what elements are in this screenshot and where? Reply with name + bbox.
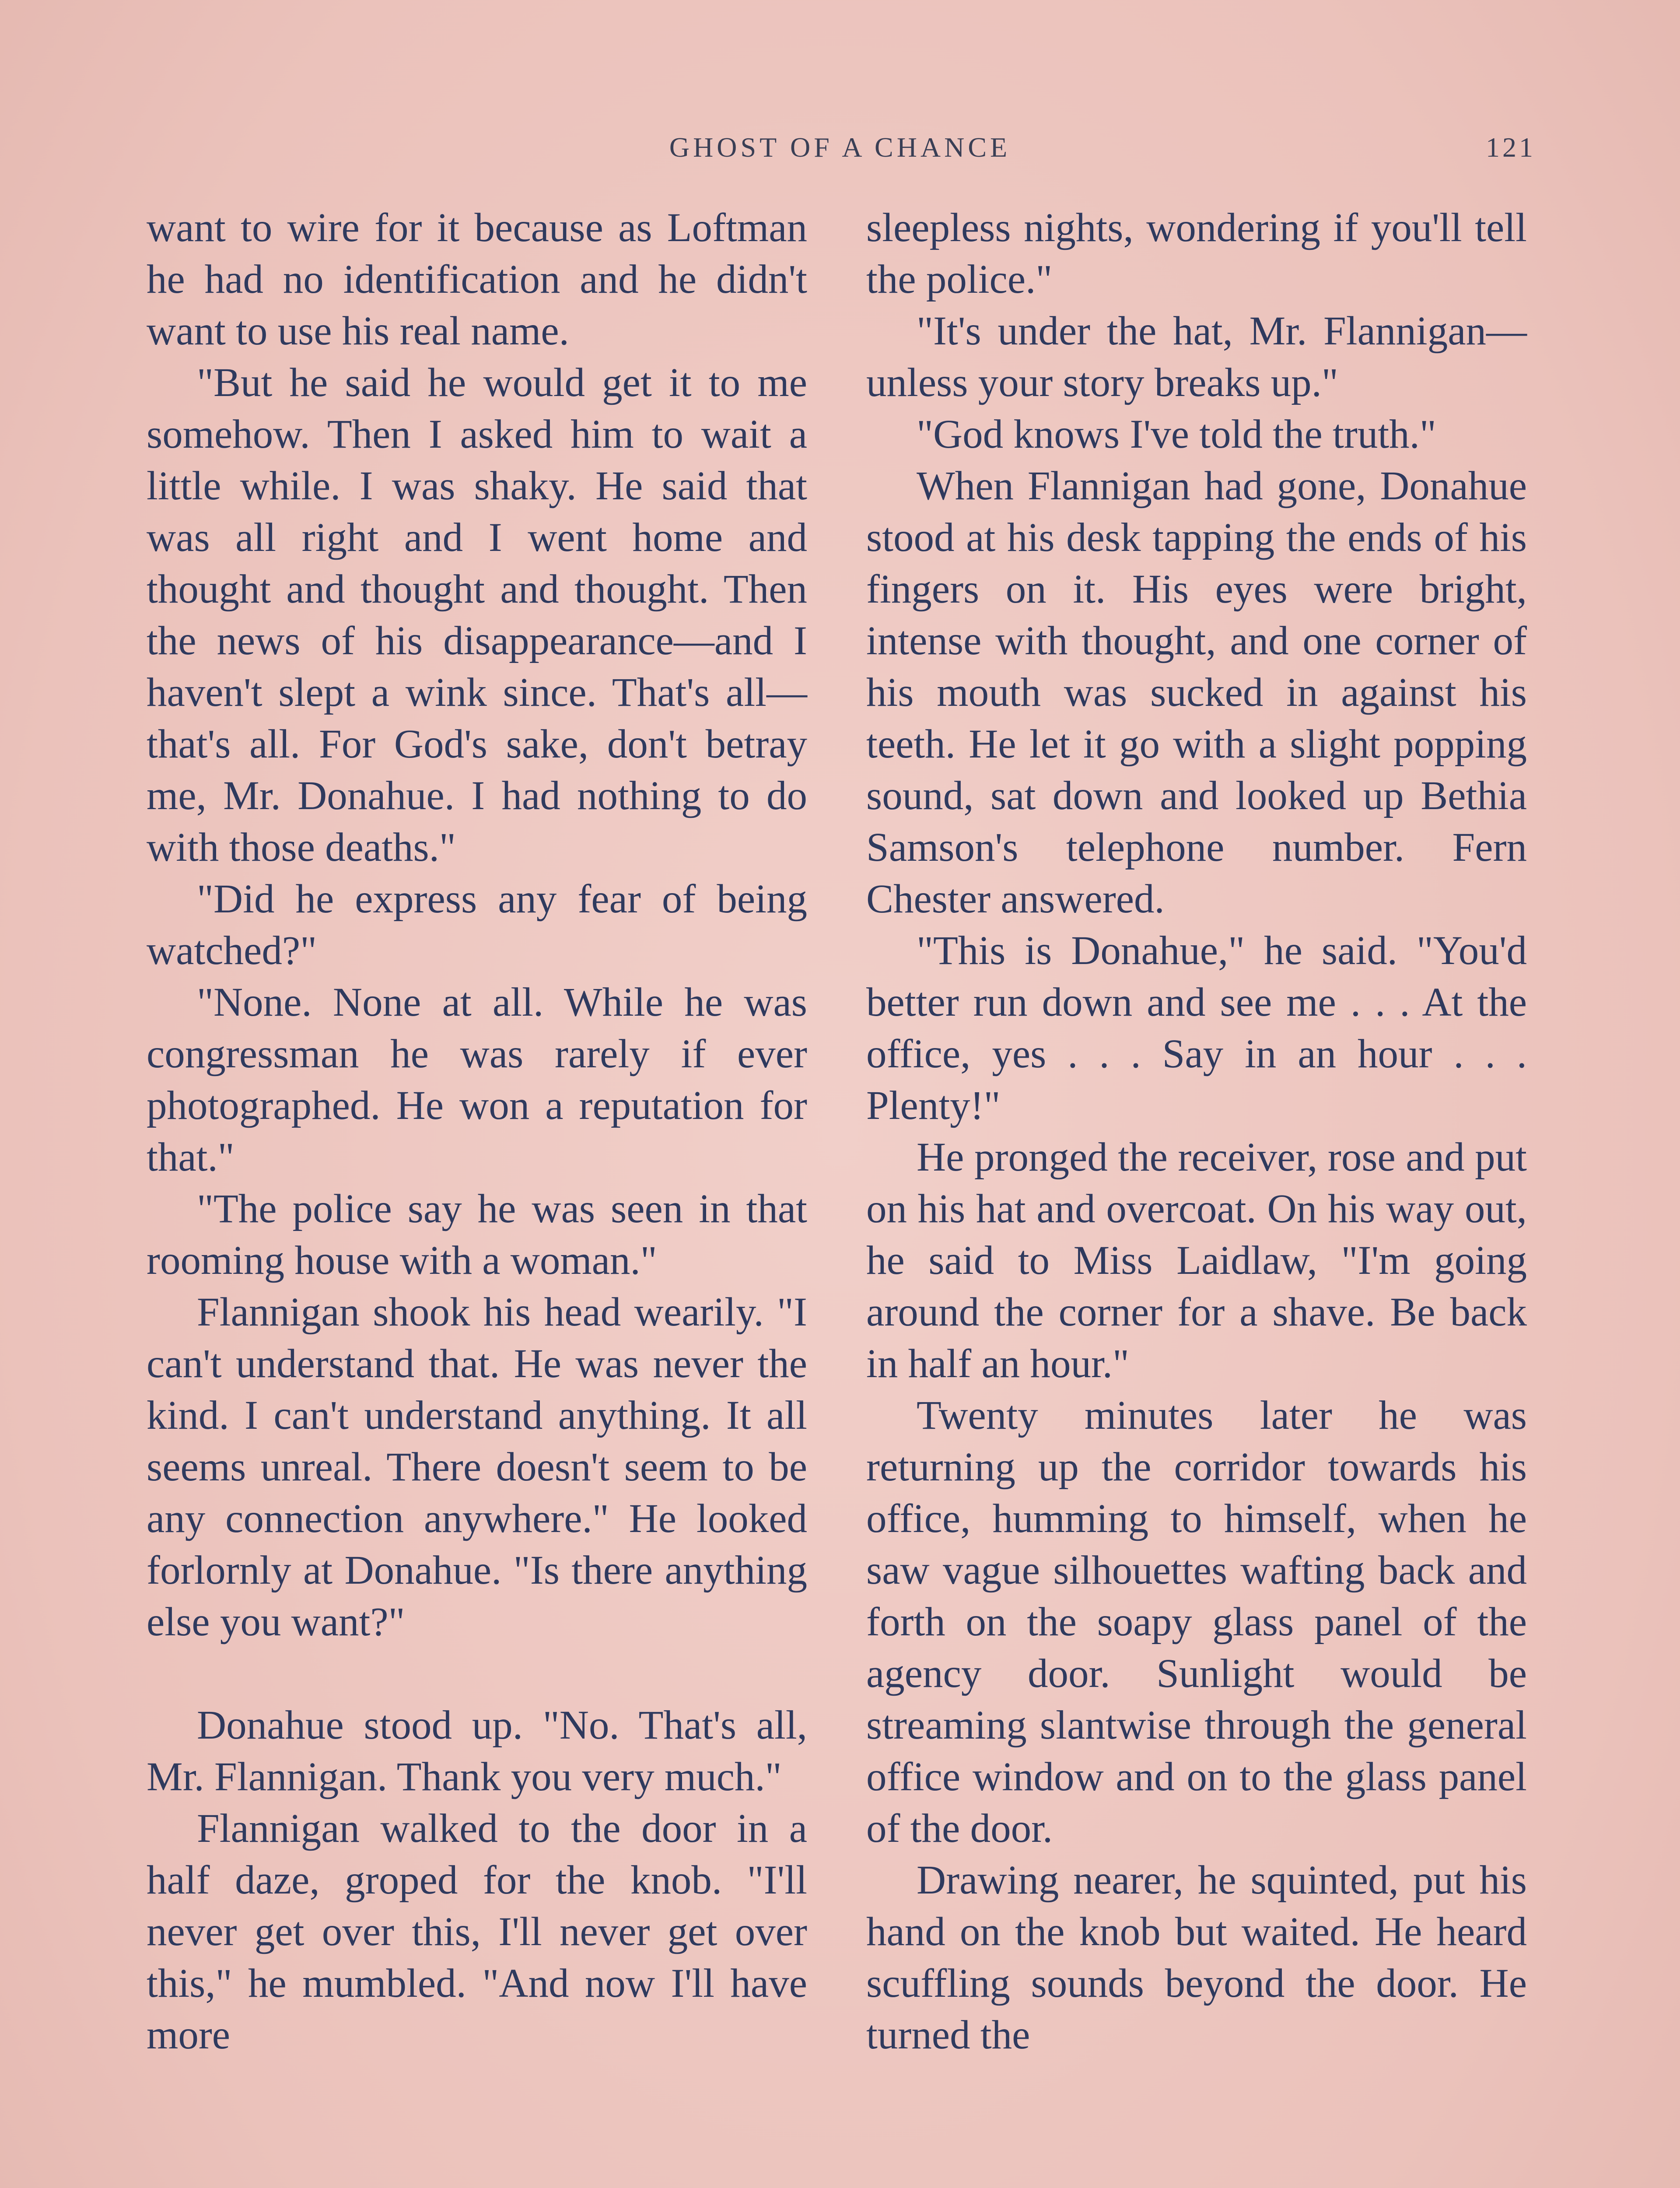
paragraph: When Flannigan had gone, Donahue stood at his desk tapping the ends of his fingers on it. His eyes were bright, intense with thought, and one corner of his mouth was sucked in against his teeth. He let it go with a slight popping sound, sat down and looked up Bethia Samson's telephone number. Fern Chester answered.	[866, 463, 1527, 922]
paragraph: Flannigan walked to the door in a half daze, groped for the knob. "I'll never get over this, I'll never get over this," he mumbled. "And now I'll have more	[147, 1806, 807, 2058]
left-column	[147, 202, 807, 2061]
paragraph: sleepless nights, wondering if you'll tell the police."	[866, 205, 1527, 302]
paragraph: "But he said he would get it to me somehow. Then I asked him to wait a little while. I was shaky. He said that was all right and I went home and thought and thought and thought. Then the news of his disappearance—and I haven't slept a wink since. That's all—that's all. For God's sake, don't betray me, Mr. Donahue. I had nothing to do with those deaths."	[147, 360, 807, 870]
paragraph: Drawing nearer, he squinted, put his hand on the knob but waited. He heard scuffling sounds beyond the door. He turned the	[866, 1858, 1527, 2058]
paragraph: Donahue stood up. "No. That's all, Mr. Flannigan. Thank you very much."	[147, 1703, 807, 1799]
paragraph: "Did he express any fear of being watched?"	[147, 877, 807, 973]
paragraph: "None. None at all. While he was congressman he was rarely if ever photographed. He won a reputation for that."	[147, 980, 807, 1180]
paragraph: "God knows I've told the truth."	[917, 412, 1436, 457]
right-column	[866, 202, 1527, 2061]
paragraph: "The police say he was seen in that rooming house with a woman."	[147, 1186, 807, 1283]
paragraph: Flannigan shook his head wearily. "I can't understand that. He was never the kind. I can't understand anything. It all seems unreal. There doesn't seem to be any connection anywhere." He looked forlornly at Donahue. "Is there anything else you want?"	[147, 1290, 807, 1645]
paragraph: Twenty minutes later he was returning up the corridor towards his office, humming to himself, when he saw vague silhouettes wafting back and forth on the soapy glass panel of the agency door. Sunlight would be streaming slantwise through the general office window and on to the glass panel of the door.	[866, 1393, 1527, 1851]
paragraph: He pronged the receiver, rose and put on his hat and overcoat. On his way out, he said to Miss Laidlaw, "I'm going around the corner for a shave. Be back in half an hour."	[866, 1135, 1527, 1386]
running-title: GHOST OF A CHANCE	[669, 132, 1011, 163]
paragraph: "This is Donahue," he said. "You'd better run down and see me . . . At the office, yes . . . Say in an hour . . . Plenty!"	[866, 928, 1527, 1128]
paragraph: "It's under the hat, Mr. Flannigan—unless your story breaks up."	[866, 309, 1527, 405]
running-header	[144, 131, 1536, 179]
page-number: 121	[1486, 132, 1536, 163]
paragraph: want to wire for it because as Loftman he had no identification and he didn't want to use his real name.	[147, 205, 807, 354]
